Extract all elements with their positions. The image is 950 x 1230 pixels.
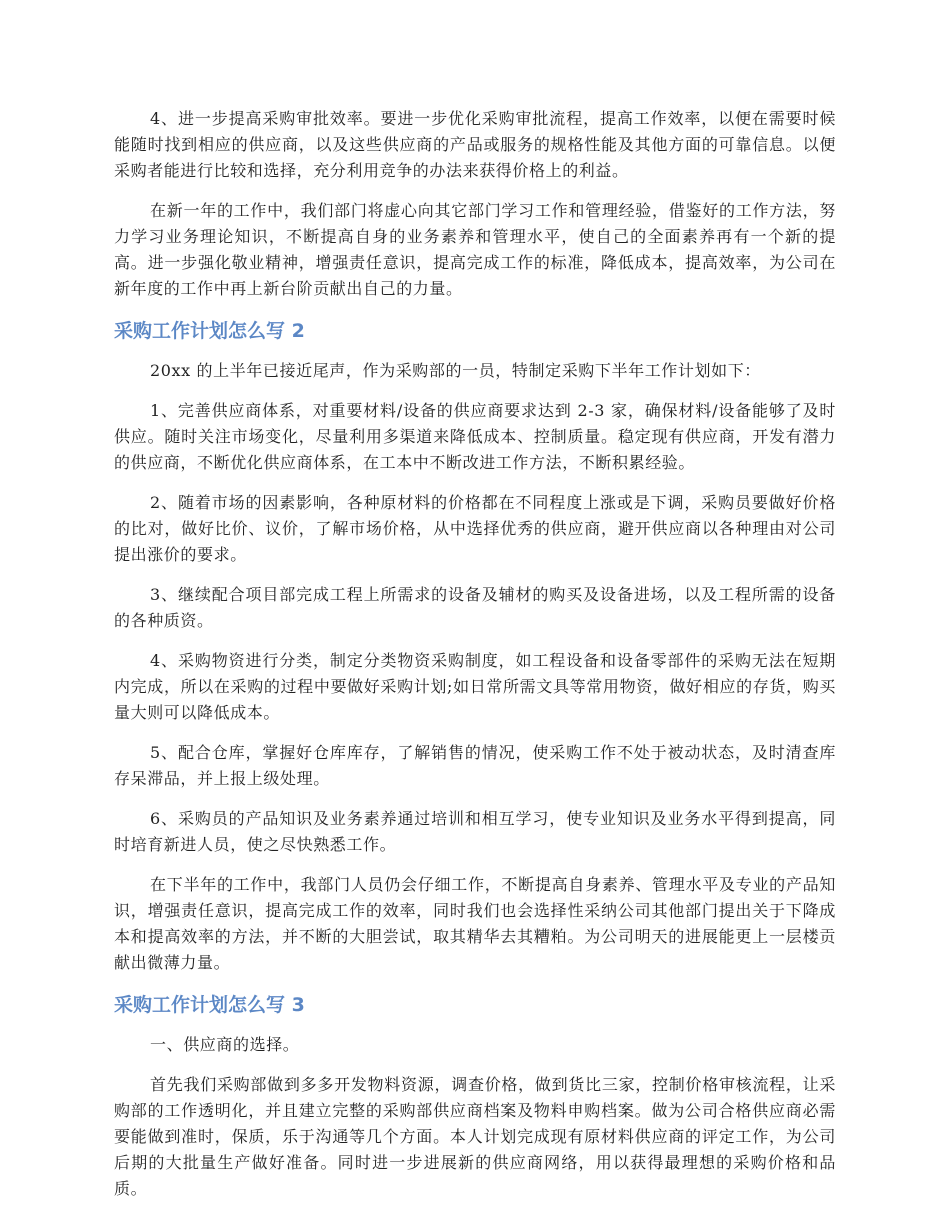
paragraph: 首先我们采购部做到多多开发物料资源，调查价格，做到货比三家，控制价格审核流程，让采购部的工作透明化，并且建立完整的采购部供应商档案及物料申购档案。做为公司合格供应商必需要能做到准时，保质，乐于沟通等几个方面。本人计划完成现有原材料供应商的评定工作，为公司后期的大批量生产做好准备。同时进一步进展新的供应商网络，用以获得最理想的采购价格和品质。 <box>114 1075 836 1198</box>
section-heading-3: 采购工作计划怎么写 3 <box>114 994 305 1016</box>
paragraph: 3、继续配合项目部完成工程上所需求的设备及辅材的购买及设备进场，以及工程所需的设备的各种质资。 <box>114 585 836 630</box>
paragraph: 一、供应商的选择。 <box>150 1035 300 1054</box>
paragraph: 4、进一步提高采购审批效率。要进一步优化采购审批流程，提高工作效率，以便在需要时候能随时找到相应的供应商，以及这些供应商的产品或服务的规格性能及其他方面的可靠信息。以便采购者能进行比较和选择，充分利用竞争的办法来获得价格上的利益。 <box>114 109 836 180</box>
paragraph: 在下半年的工作中，我部门人员仍会仔细工作，不断提高自身素养、管理水平及专业的产品知识，增强责任意识，提高完成工作的效率，同时我们也会选择性采纳公司其他部门提出关于下降成本和提高效率的方法，并不断的大胆尝试，取其精华去其糟粕。为公司明天的进展能更上一层楼贡献出微薄力量。 <box>114 875 836 972</box>
paragraph: 4、采购物资进行分类，制定分类物资采购制度，如工程设备和设备零部件的采购无法在短期内完成，所以在采购的过程中要做好采购计划;如日常所需文具等常用物资，做好相应的存货，购买量大则可以降低成本。 <box>114 651 836 722</box>
paragraph: 1、完善供应商体系，对重要材料/设备的供应商要求达到 2-3 家，确保材料/设备能够了及时供应。随时关注市场变化，尽量利用多渠道来降低成本、控制质量。稳定现有供应商，开发有潜力的供应商，不断优化供应商体系，在工本中不断改进工作方法，不断积累经验。 <box>114 401 836 472</box>
paragraph: 6、采购员的产品知识及业务素养通过培训和相互学习，使专业知识及业务水平得到提高，同时培育新进人员，使之尽快熟悉工作。 <box>114 809 836 854</box>
section-heading-2: 采购工作计划怎么写 2 <box>114 320 305 342</box>
paragraph: 在新一年的工作中，我们部门将虚心向其它部门学习工作和管理经验，借鉴好的工作方法，努力学习业务理论知识，不断提高自身的业务素养和管理水平，使自己的全面素养再有一个新的提高。进一步强化敬业精神，增强责任意识，提高完成工作的标准，降低成本，提高效率，为公司在新年度的工作中再上新台阶贡献出自己的力量。 <box>114 201 836 298</box>
paragraph: 20xx 的上半年已接近尾声，作为采购部的一员，特制定采购下半年工作计划如下： <box>150 361 761 380</box>
paragraph: 2、随着市场的因素影响，各种原材料的价格都在不同程度上涨或是下调，采购员要做好价格的比对，做好比价、议价，了解市场价格，从中选择优秀的供应商，避开供应商以各种理由对公司提出涨价的要求。 <box>114 493 836 564</box>
paragraph: 5、配合仓库，掌握好仓库库存，了解销售的情况，使采购工作不处于被动状态，及时清查库存呆滞品，并上报上级处理。 <box>114 743 836 788</box>
document-page <box>114 106 836 1216</box>
